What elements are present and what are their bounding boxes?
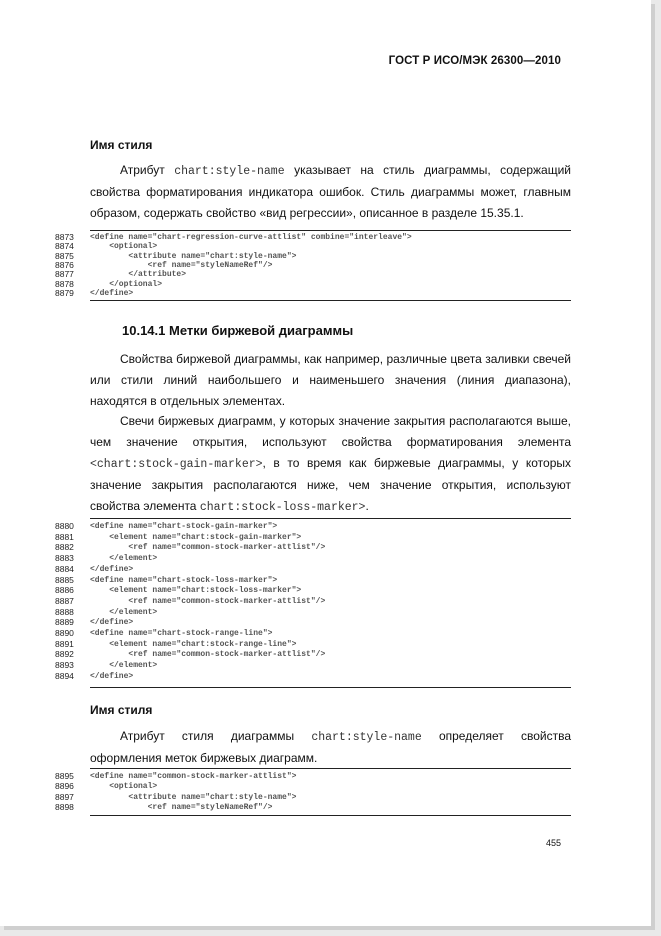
inline-code: <chart:stock-gain-marker> [90,458,263,471]
code-text: <ref name="styleNameRef"/> [90,260,273,270]
paragraph-text: Атрибут стиля диаграммы [120,729,312,743]
code-line [0,661,651,670]
code-text: <define name="common-stock-marker-attlist"> [90,772,297,781]
paragraph-text: . [365,499,369,513]
code-line [0,522,651,531]
code-text: <element name="chart:stock-loss-marker"> [90,586,302,596]
code-text: </element> [90,554,158,564]
line-number: 8880 [55,521,74,531]
line-number: 8889 [55,617,74,628]
code-line [0,270,651,279]
code-text: <optional> [90,242,158,252]
code-text: </optional> [90,279,163,289]
page-number: 455 [545,838,561,848]
style-name-paragraph [90,726,571,769]
code-text: <ref name="styleNameRef"/> [90,802,273,812]
code-text: </element> [90,607,158,617]
line-number: 8881 [55,531,74,542]
line-number: 8894 [55,670,74,681]
code-line [0,233,651,242]
stock-chart-paragraph-2 [90,411,571,518]
inline-code: chart:style-name [174,165,285,178]
code-line [0,242,651,251]
line-number: 8891 [55,638,74,649]
code-line [0,782,651,791]
code-line [0,543,651,552]
code-line [0,629,651,638]
code-text: <optional> [90,782,158,792]
line-number: 8884 [55,563,74,574]
inline-code: chart:style-name [311,731,422,744]
code-text: <attribute name="chart:style-name"> [90,792,297,802]
line-number: 8892 [55,649,74,660]
code-text: </element> [90,661,158,671]
code-top-rule [90,768,571,769]
code-text: <define name="chart-stock-gain-marker"> [90,522,278,531]
paragraph-text: Свечи биржевых диаграмм, у которых значение закрытия располагаются выше, чем значение открытия, используют свойства форматирования элемента [90,414,571,449]
paragraph-text: , в то время как биржевые диаграммы, у которых значение закрытия располагаются ниже, чем значение открытия, используют свойства элемента [90,456,571,513]
code-text: </define> [90,671,134,681]
code-line [0,261,651,270]
paragraph-text: определяет свойства оформления меток биржевых диаграмм. [90,729,572,765]
code-line [0,618,651,627]
inline-code: chart:stock-loss-marker> [199,501,366,514]
line-number: 8877 [55,269,74,280]
line-number: 8873 [55,232,74,242]
style-name-paragraph [90,160,571,224]
code-line [0,803,651,812]
line-number: 8888 [55,606,74,617]
code-line [0,252,651,261]
standard-header: ГОСТ Р ИСО/МЭК 26300—2010 [388,55,561,67]
code-line [0,586,651,595]
code-text: <ref name="common-stock-marker-attlist"/> [90,543,326,553]
code-line [0,533,651,542]
code-text: </define> [90,288,134,298]
paragraph-text: Свойства биржевой диаграммы, как например, различные цвета заливки свечей или стили линий наибольшего и наименьшего значения (линия диапазона), находятся в отдельных элементах. [90,352,571,408]
code-line [0,650,651,659]
line-number: 8878 [55,278,74,289]
code-line [0,672,651,681]
code-line [0,576,651,585]
line-number: 8893 [55,660,74,671]
line-number: 8885 [55,574,74,585]
code-text: <ref name="common-stock-marker-attlist"/> [90,650,326,660]
code-line [0,554,651,563]
code-text: </attribute> [90,270,187,280]
style-name-heading: Имя стиля [90,138,153,152]
section-heading: 10.14.1 Метки биржевой диаграммы [122,323,354,338]
stock-chart-paragraph-1 [90,349,571,412]
code-text: <define name="chart-stock-loss-marker"> [90,575,278,585]
style-name-heading: Имя стиля [90,703,153,717]
code-line [0,772,651,781]
code-text: <element name="chart:stock-gain-marker"> [90,532,302,542]
code-top-rule [90,518,571,519]
code-text: <define name="chart-regression-curve-attlist" combine="interleave"> [90,233,412,242]
code-line [0,289,651,298]
line-number: 8897 [55,791,74,802]
paragraph-text: указывает на стиль диаграммы, содержащий свойства форматирования индикатора ошибок. Стиль диаграммы может, главным образом, содержать свойство «вид регрессии», описанное в разделе 15.35.1. [90,163,571,220]
line-number: 8896 [55,781,74,792]
line-number: 8890 [55,628,74,638]
code-line [0,565,651,574]
line-number: 8898 [55,801,74,812]
code-top-rule [90,230,571,231]
code-bottom-rule [90,687,571,688]
line-number: 8875 [55,250,74,261]
code-line [0,640,651,649]
code-text: <attribute name="chart:style-name"> [90,251,297,261]
code-line [0,280,651,289]
line-number: 8886 [55,585,74,596]
code-text: </define> [90,564,134,574]
line-number: 8882 [55,542,74,553]
code-text: </define> [90,618,134,628]
paragraph-text: Атрибут [120,163,175,177]
code-line [0,608,651,617]
line-number: 8887 [55,595,74,606]
line-number: 8883 [55,553,74,564]
code-bottom-rule [90,815,571,816]
line-number: 8874 [55,241,74,252]
code-bottom-rule [90,300,571,301]
code-text: <element name="chart:stock-range-line"> [90,639,297,649]
code-line [0,793,651,802]
code-text: <define name="chart-stock-range-line"> [90,629,273,638]
code-text: <ref name="common-stock-marker-attlist"/> [90,596,326,606]
line-number: 8876 [55,259,74,270]
line-number: 8895 [55,771,74,781]
code-line [0,597,651,606]
line-number: 8879 [55,287,74,298]
